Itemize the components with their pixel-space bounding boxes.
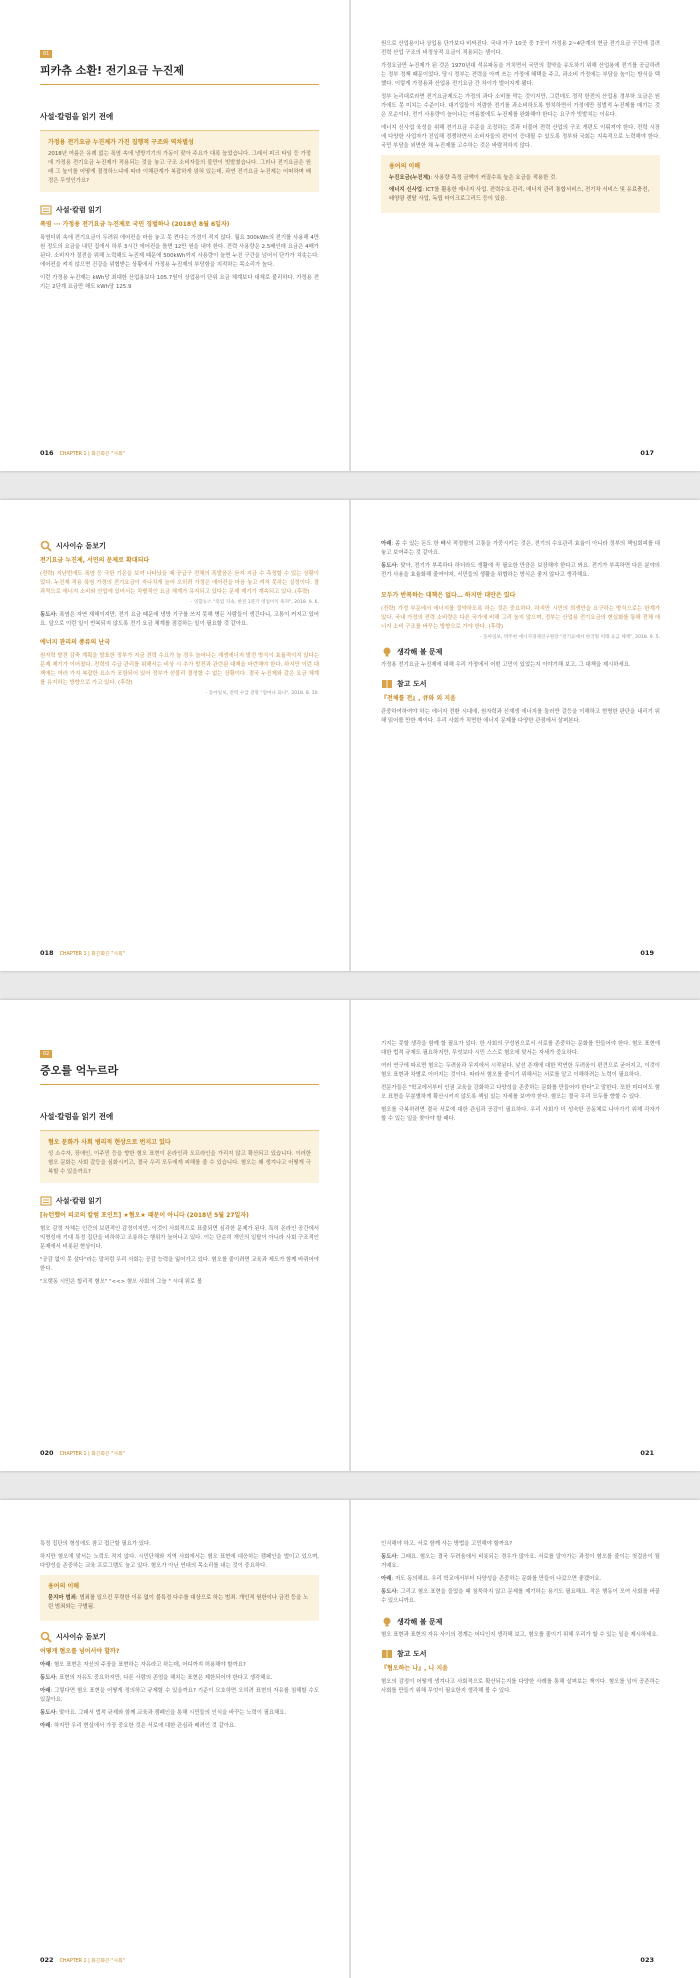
body-paragraph: 전문가들은 "학교에서부터 인권 교육을 강화하고 다양성을 존중하는 문화를 만들어야 한다"고 말한다. 또한 미디어도 혐오 표현을 무분별하게 확산시키지 않도록 책임 있는 자세를 보여야 한다. 혐오는 결국 우리 모두를 향할 수 있다. [381, 1085, 660, 1100]
speaker: 동도사 [40, 612, 56, 618]
speaker: 아래 [381, 1576, 392, 1582]
body-paragraph: 원으로 산업용이나 상업용 단가보다 비싸진다. 국내 가구 10곳 중 7곳이 가정용 2~4단계의 현금 전기요금 구간에 걸려 전력 산업 구조의 비정상적 요금이 적용되는 셈이다. [381, 41, 660, 56]
think-title: 생각해 볼 문제 [397, 648, 443, 656]
page-017 [351, 0, 700, 471]
reference-text: 혐오의 감정이 어떻게 생겨나고 사회적으로 확산되는지를 다양한 사례를 통해 살펴보는 책이다. 혐오를 넘어 공존하는 사회를 만들기 위해 무엇이 필요한지 생각해 볼 수 있다. [381, 1679, 660, 1694]
dialog-text: : 하지만 우리 현실에서 가장 중요한 것은 서로에 대한 관심과 배려인 것 같아요. [50, 1723, 236, 1729]
reference-title: 참고 도서 [397, 680, 427, 688]
reference-book: 『전체를 전』, 큐와 외 지음 [381, 695, 456, 702]
spread-pages-018-019 [0, 500, 700, 971]
divider [40, 1084, 319, 1085]
quote-source: - 동아일보, 박주헌 에너지경제연구원장 "전기료에서 한국형 미래 요금 체계", 2018. 9. 5. [480, 635, 660, 640]
newspaper-icon [40, 204, 52, 216]
chapter-label: CHAPTER 1 | 화끈화끈 "사회" [59, 1959, 125, 1964]
section-title: 사설·칼럼을 읽기 전에 [40, 112, 114, 121]
quote-text: 원자력 발전 감축 계획을 발표한 정부가 지금 전력 수요가 늘 경우 늘어나는 재생에너지 발전 방식이 효율적이지 않다는 문제 제기가 이어졌다. 전력의 수급 관리를 위해서는 비상 시 추가 발전과 관련된 대책을 마련해야 한다. 하지만 이런 대책에는 여러 가지 복잡한 요소가 포함되어 있어 정부가 섣불리 결정할 수 없는 상황이다. 결국 누진제와 같은 요금 체계를 유지하는 방향으로 가고 있다. (후략) [40, 653, 319, 686]
lightbulb-icon [381, 1616, 393, 1628]
intro-box-heading: 혐오 문화가 사회 병리적 현상으로 번지고 있다 [48, 1139, 171, 1146]
page-footer [640, 1956, 660, 1964]
intro-box [40, 1130, 319, 1183]
book-icon [381, 1648, 393, 1660]
page-number: 018 [40, 949, 54, 957]
page-footer [40, 949, 125, 957]
page-022 [0, 1500, 349, 1978]
dialog-line [381, 1588, 660, 1606]
spread-pages-022-023 [0, 1500, 700, 1978]
speaker: 동도사 [381, 1589, 397, 1595]
reading-heading [40, 204, 319, 216]
page-number: 019 [640, 949, 654, 957]
spread-pages-020-021 [0, 1000, 700, 1471]
body-paragraph: 폭염더위 속에 전기요금이 두려워 에어컨을 마음 놓고 못 켠다는 가정이 적지 않다. 월요 300kWh의 전기를 사용해 4만 원 정도의 요금을 내던 집에서 하루 3시간 에어컨을 틀면 12만 원을 내야 한다. 전력 사용량은 2.5배인데 요금은 4배가 된다. 소비자가 절전을 위해 노력해도 누진제 때문에 500kWh까지 사용량이 늘면 누진 구간을 넘어서 단가가 치솟는다. 에어컨을 켜지 않으면 건강을 위협받는 상황에서 가정용 누진제의 부당함을 지적하는 목소리가 높다. [40, 235, 319, 268]
section-title: 사설·칼럼을 읽기 전에 [40, 1112, 114, 1121]
dialog-line [381, 1553, 660, 1571]
dialog-text: : 폭염은 자연 재해이지만, 전기 요금 때문에 냉방 기구를 쓰지 못해 병든 사람들이 생긴다니, 고통이 커지고 있어요. 앞으로 이런 일이 반복되지 않도록 전기 요금 체계를 점검하는 일이 필요할 것 같아요. [40, 612, 319, 627]
glossary-heading: 용어의 이해 [48, 1583, 80, 1590]
reading-title: 사설·칼럼 읽기 [56, 1197, 102, 1205]
speaker: 동도사 [381, 563, 397, 569]
quote-title: 에너지 관리의 종류의 난국 [40, 639, 111, 646]
quote-title: 어떻게 혐오를 넘어서야 할까? [40, 1648, 120, 1655]
body-paragraph: 인식해야 하고, 서로 함께 사는 방법을 고민해야 할까요? [381, 1541, 513, 1547]
dialog-line [381, 540, 660, 558]
body-paragraph: 특정 집단의 형성에도 참고 접근할 필요가 있다. [40, 1541, 151, 1547]
dialog-line [40, 611, 319, 629]
body-paragraph: 정부 논리대로라면 전기요금제도는 가정의 과다 소비를 막는 것이지만, 그런데도 정작 한전의 산업용 경부하 요금은 원가에도 못 미치는 수준이다. 대기업들이 저렴한 전기를 과소비하도록 방치하면서 가정에만 징벌적 누진제를 매기는 것은 모순이다. 전기 사용량이 늘어나는 여름철에도 누진제를 완화해야 한다는 요구가 빗발치는 이유다. [381, 94, 660, 118]
dialog-text: : 그렇다면 혐오 표현을 어떻게 정의하고 규제할 수 있을까요? 기준이 모호하면 오히려 표현의 자유를 침해할 수도 있잖아요. [40, 1688, 319, 1703]
body-paragraph: 기지는 못할 생각을 함께 할 필요가 있다. 한 사회의 구성원으로서 서로를 존중하는 문화를 만들어야 한다. 혐오 표현에 대한 법적 규제도 필요하지만, 무엇보다 시민 스스로 혐오에 맞서는 자세가 중요하다. [381, 1041, 660, 1056]
reference-book: 『혐오하는 나』, 니 지음 [381, 1665, 448, 1672]
dialog-line [40, 1687, 319, 1705]
dialog-text: : 혐오 표현은 자신의 주장을 표현하는 자유라고 하는데, 어디까지 허용해야 할까요? [50, 1662, 246, 1668]
body-paragraph: 가정요금만 누진제가 된 것은 1970년대 석유파동을 거치면서 국민의 절약을 유도하기 위해 산업용에 전기를 공급하려는 정부 정책 때문이었다. 당시 정부는 전력을 아껴 쓰는 가정에 혜택을 주고, 과소비 가정에는 부담을 높이는 방식을 택했다. 이렇게 가정용과 산업용 전기요금 간 차이가 벌어지게 됐다. [381, 63, 660, 87]
body-paragraph: 혐오를 극복하려면 결국 서로에 대한 관심과 공감이 필요하다. 우리 사회가 더 성숙한 공동체로 나아가기 위해 각자가 할 수 있는 일을 찾아야 할 때다. [381, 1107, 660, 1122]
dialog-text: : 맞아, 전기가 부족하다 하더라도 생활에 꼭 필요한 만큼은 보장해야 한다고 봐요. 전기가 부족하면 다른 분야의 전기 사용을 효율화해 줄여야지, 서민들의 생활을 위협하는 방식은 좋지 않다고 생각해요. [381, 563, 660, 578]
intro-box-text: 성 소수자, 장애인, 이주민 등을 향한 혐오 표현이 온라인과 오프라인을 가리지 않고 확산되고 있습니다. 이러한 혐오 문화는 사회 갈등을 심화시키고, 결국 우리 모두에게 피해를 줄 수 있습니다. 혐오는 왜 생겨나고 어떻게 극복할 수 있을까요? [48, 1151, 311, 1175]
speaker: 아래 [40, 1662, 51, 1668]
dialog-text: : 그래요. 혐오는 결국 두려움에서 비롯되는 경우가 많아요. 서로를 알아가는 과정이 혐오를 줄이는 첫걸음이 될 거예요. [381, 1554, 660, 1569]
lightbulb-icon [381, 646, 393, 658]
chapter-tag: 02 [40, 1050, 52, 1058]
chapter-label: CHAPTER 1 | 화끈화끈 "사회" [59, 452, 125, 457]
reading-heading [40, 1195, 319, 1207]
chapter-title: 피카츄 소환! 전기요금 누진제 [40, 64, 185, 77]
page-footer [640, 1449, 660, 1457]
page-number: 023 [640, 1956, 654, 1964]
quote-title: 모두가 반복하는 대책은 없다… 하지만 대안은 있다 [381, 592, 516, 599]
page-number: 020 [40, 1449, 54, 1457]
reading-subtitle: [뉴턴했어 피코의 칼럼 포인트] ★혐오★ 때문이 아니다 (2018년 5월 27일자) [40, 1212, 249, 1219]
issue-title: 시사이슈 돋보기 [56, 542, 106, 550]
reference-heading [381, 678, 660, 690]
glossary-definition: : 범죄를 일으킨 뚜렷한 이유 없이 불특정 다수를 대상으로 하는 범죄. 개인적 원한이나 금전 등을 노린 범죄와는 구별됨. [48, 1595, 309, 1610]
reference-text: 관중하여하여야 하는 에너지 전환 시대에, 원자력과 신재생 에너지를 둘러싼 갈등을 이해하고 현명한 판단을 내리기 위해 읽어볼 만한 책이다. 우리 사회가 직면한 에너지 문제를 다양한 관점에서 살펴본다. [381, 709, 660, 724]
body-paragraph: 혐오 감정 자체는 인간의 보편적인 감정이지만, 이것이 사회적으로 표출되면 심각한 문제가 된다. 특히 온라인 공간에서 익명성에 기대 특정 집단을 비하하고 조롱하는 행위가 늘어나고 있다. 이는 단순히 개인의 일탈이 아니라 사회 구조적인 문제에서 비롯된 현상이다. [40, 1226, 319, 1250]
think-heading [381, 1616, 660, 1628]
page-019 [351, 500, 700, 971]
page-footer [40, 1449, 125, 1457]
chapter-label: CHAPTER 1 | 화끈화끈 "사회" [59, 952, 125, 957]
issue-title: 시사이슈 돋보기 [56, 1633, 106, 1641]
page-number: 021 [640, 1449, 654, 1457]
chapter-title: 증오를 억누르라 [40, 1064, 119, 1077]
page-021 [351, 1000, 700, 1471]
quote-source: - 연합뉴스 "폭염 지속, 한전 1분기 영업이익 흑자", 2018. 9. 6. [190, 600, 319, 605]
intro-box [40, 130, 319, 192]
dialog-line [40, 1674, 319, 1683]
body-paragraph: "오랫동 시민은 합리적 혐오" "<<> 혐오 사회의 그늘 " 시대 위로 볼 [40, 1279, 203, 1285]
glossary-definition: : ICT를 활용한 에너지 사업. 전력수요 관리, 에너지 관리 통합서비스, 전기차 서비스 및 유료충전, 태양광 렌탈 사업, 독립 마이크로그리드 등이 있음. [389, 187, 650, 202]
glossary-term: 누진요금(누진제) [389, 175, 431, 181]
page-number: 017 [640, 449, 654, 457]
chapter-label: CHAPTER 1 | 화끈화끈 "사회" [59, 1452, 125, 1457]
body-paragraph: 여러 연구에 따르면 혐오는 두려움과 무지에서 시작된다. 낯선 존재에 대한 막연한 두려움이 편견으로 굳어지고, 이것이 혐오 표현과 차별로 이어지는 것이다. 따라서 혐오를 줄이기 위해서는 서로를 알고 이해하려는 노력이 필요하다. [381, 1063, 660, 1078]
page-018 [0, 500, 349, 971]
dialog-line [381, 562, 660, 580]
page-footer [40, 1956, 125, 1964]
dialog-text: : 맞아요. 그래서 법적 규제와 함께 교육과 캠페인을 통해 시민들의 인식을 바꾸는 노력이 필요해요. [55, 1710, 287, 1716]
quote-text: (전략) 가정 부문에서 에너지를 절약하도록 하는 것은 중요하다. 하지만 시민의 희생만을 요구하는 방식으로는 한계가 있다. 국내 가정의 전력 소비량은 다른 국가에 비해 그리 높지 않으며, 정부는 산업용 전기요금의 현실화를 통해 전체 에너지 소비 구조를 바꾸는 방향으로 가야 한다. (후략) [381, 606, 660, 630]
body-paragraph: 에너지 신사업 육성을 위해 전기요금 수준을 조정하는 것과 더불어 전력 산업의 구조 개편도 이뤄져야 한다. 전력 시장에 다양한 사업자가 진입해 경쟁하면서 소비자들의 편익이 증대될 수 있도록 정부와 국회는 지속적으로 노력해야 한다. 국민 부담을 외면한 채 누진제를 고수하는 것은 바람직하지 않다. [381, 125, 660, 149]
magnifier-icon [40, 1631, 52, 1643]
reading-subtitle: 폭염 ··· 가정용 전기요금 누진제로 국민 징벌하나 (2018년 8월 6일자) [40, 221, 230, 228]
page-footer [640, 949, 660, 957]
body-paragraph: 이런 가정용 누진제는 kWh당 최대한 산업용보다 105.7원이 상업용이 단위 요금 체계보다 대체로 불리하다. 가정용 전기는 2단계 요금만 해도 kWh당 125.9 [40, 275, 319, 290]
body-paragraph: "공감 없이 못 살다"라는 말처럼 우리 사회는 공감 능력을 잃어가고 있다. 혐오를 줄이려면 교육과 제도가 함께 바뀌어야 한다. [40, 1257, 319, 1272]
page-016 [0, 0, 349, 471]
dialog-text: : 좀 수 있는 돈도 한 빼서 적정함의 고통을 가중시키는 것은, 전기의 수요관리 효율이 아니라 정부의 책임회피를 대놓고 보여주는 것 같아요. [381, 541, 660, 556]
speaker: 아래 [40, 1723, 51, 1729]
glossary-definition: : 사용량 측정 금액이 커질수록 높은 요금을 적용한 것. [430, 175, 557, 181]
glossary-box [40, 1575, 319, 1621]
reading-title: 사설·칼럼 읽기 [56, 206, 102, 214]
speaker: 아래 [40, 1688, 51, 1694]
chapter-tag: 01 [40, 50, 52, 58]
glossary-item [389, 174, 652, 183]
dialog-text: : 그리고 혐오 표현을 들었을 때 침묵하지 않고 문제를 제기하는 용기도 필요해요. 작은 행동이 모여 사회를 바꿀 수 있으니까요. [381, 1589, 660, 1604]
speaker: 동도사 [40, 1710, 56, 1716]
dialog-line [381, 1575, 660, 1584]
speaker: 동도사 [381, 1554, 397, 1560]
glossary-term: 에너지 신사업 [389, 187, 423, 193]
page-023 [351, 1500, 700, 1978]
magnifier-icon [40, 540, 52, 552]
quote-source: - 동아일보, 전력 수급 전망 "얼마나 되나", 2018. 8. 10. [205, 691, 319, 696]
intro-box-heading: 가정용 전기요금 누진제가 가진 집행적 구조와 역차별성 [48, 139, 194, 146]
dialog-line [40, 1709, 319, 1718]
divider [40, 84, 319, 85]
think-text: 가정용 전기요금 누진제에 대해 우리 가정에서 어떤 고민이 있었는지 이야기해 보고, 그 대책을 제시하세요. [381, 662, 631, 668]
dialog-line [40, 1722, 319, 1731]
speaker: 동도사 [40, 1675, 56, 1681]
newspaper-icon [40, 1195, 52, 1207]
spread-pages-016-017 [0, 0, 700, 471]
quote-title: 전기요금 누진제, 서민의 문제로 확대되다 [40, 557, 150, 564]
think-text: 혐오 표현과 표현의 자유 사이의 경계는 어디인지 생각해 보고, 혐오를 줄이기 위해 우리가 할 수 있는 일을 제시하세요. [381, 1632, 659, 1638]
page-number: 016 [40, 449, 54, 457]
issue-heading [40, 1631, 319, 1643]
glossary-item [389, 186, 652, 204]
body-paragraph: 하지만 혐오에 맞서는 노력도 적지 않다. 시민단체와 지역 사회에서는 혐오 표현에 대응하는 캠페인을 벌이고 있으며, 다양성을 존중하는 교육 프로그램도 늘고 있다. 혐오가 아닌 연대의 목소리를 내는 것이 중요하다. [40, 1554, 319, 1569]
page-number: 022 [40, 1956, 54, 1964]
dialog-line [40, 1661, 319, 1670]
page-footer [40, 449, 125, 457]
dialog-text: : 표현의 자유도 중요하지만, 다른 사람의 존엄을 해치는 표현은 제한되어야 한다고 생각해요. [55, 1675, 273, 1681]
book-icon [381, 678, 393, 690]
think-heading [381, 646, 660, 658]
speaker: 아래 [381, 541, 392, 547]
issue-heading [40, 540, 319, 552]
page-footer [640, 449, 660, 457]
intro-box-text: 2018년 여름은 유례 없는 폭염 속에 냉방기기의 가동이 잦아 주요가 대폭 늘었습니다. 그래서 피크 타임 등 가정에 가정용 전기요금 누진제가 적용되는 것을 놓고 구조 소비자들의 불만이 빗발쳤습니다. 그러나 전기요금은 원래 그 높이를 어떻게 결정하느냐에 따라 이해관계가 복잡하게 얽혀 있는데, 과연 전기요금 누진제는 어떠하며 배경은 무엇인가요? [48, 151, 311, 184]
reference-heading [381, 1648, 660, 1660]
glossary-box [381, 155, 660, 213]
glossary-item [48, 1594, 311, 1612]
dialog-text: : 저도 동의해요. 우리 학교에서부터 다양성을 존중하는 문화를 만들어 나갔으면 좋겠어요. [391, 1576, 602, 1582]
glossary-heading: 용어의 이해 [389, 163, 421, 170]
page-020 [0, 1000, 349, 1471]
think-title: 생각해 볼 문제 [397, 1618, 443, 1626]
reference-title: 참고 도서 [397, 1650, 427, 1658]
glossary-term: 묻지마 범죄 [48, 1595, 76, 1601]
quote-text: (전략) 지난번에도 폭염 등 극한 기온을 보여 나타났을 때 공급구 전체의 폭발음은 듣지 지금 수 측정할 수 있는 상황이었다. 누진제 적용 폭염 가정의 전기요금이 지나치게 늘어 오히려 가정은 에어컨을 마음 놓고 켜지 못하는 실정이다. 결과적으로 에너지 소비와 산업에 있어서는 차별적인 요금 체계가 유지되고 있다는 문제 제기가 계속되고 있다. (후략) [40, 571, 319, 595]
